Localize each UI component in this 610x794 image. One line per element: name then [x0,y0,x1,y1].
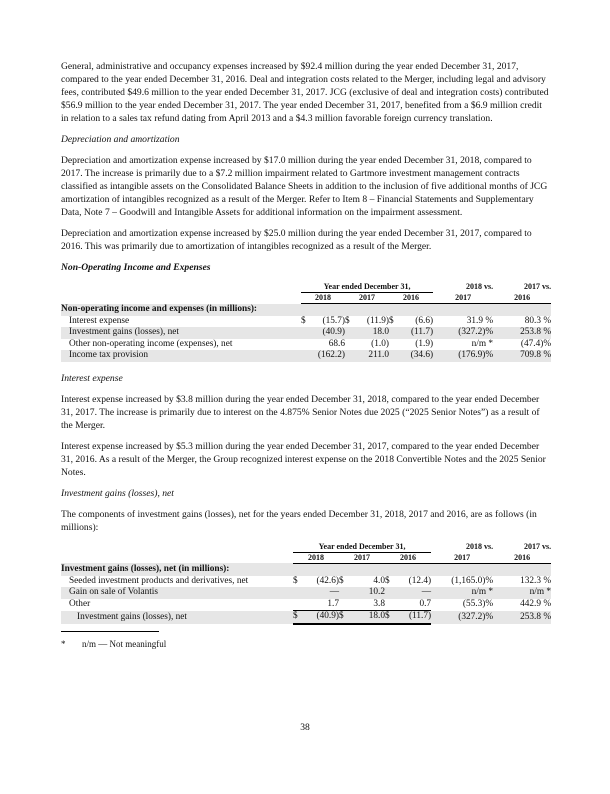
total-2016: (11.7) [395,611,431,624]
value-2018: (15.7) [322,315,345,326]
change-header-1-year: 2017 [433,293,493,304]
value-2017: (11.9) [366,315,389,326]
row-label: Seeded investment products and derivatives, net [69,575,249,586]
heading-interest-expense: Interest expense [61,372,123,384]
table-row [61,576,551,588]
year-2016-header: 2016 [385,552,431,563]
row-label: Gain on sale of Volantis [61,587,293,599]
dollar-sign: $ [301,315,306,326]
footnote-mark: * [61,638,66,649]
value-2016: (12.4) [408,575,432,586]
non-operating-table [61,282,551,362]
total-2017: 18.0 [349,611,385,624]
table-row [61,327,551,339]
row-label: Investment gains (losses), net [61,327,301,339]
change-2018-vs-2017: n/m * [471,338,494,349]
dollar-sign: $ [293,575,298,586]
change-2018-vs-2017: (55.3)% [462,599,494,609]
value-2016: (6.6) [415,315,434,326]
value-2016: (34.6) [399,350,433,362]
change-2018-vs-2017: (327.2)% [433,327,493,339]
value-2018: — [303,587,339,599]
paragraph-depreciation-2018: Depreciation and amortization expense increased by $17.0 million during the year ended December 31, 2018, compared to 2017. The increase is primarily due to a $7.2 million impairment related to Gartmore investment management contracts classified as intangible assets on the Consolidated Balance Sheets in addition to the inclusion of five additional months of JCG amortization of intangibles recognized as a result of the Merger. Refer to Item 8 – Financial Statements and Supplementary Data, Note 7 – Goodwill and Intangible Assets for additional information on the impairment assessment. [61,155,548,218]
change-2018-vs-2017: (1,165.0)% [451,575,494,586]
change-header-2-year: 2016 [493,552,551,563]
table-row [61,599,551,611]
dollar-sign: $ [389,315,394,326]
change-header-1-year: 2017 [431,552,493,563]
table-section-row [61,563,551,575]
paragraph-interest-2018: Interest expense increased by $3.8 million during the year ended December 31, 2018, compared to the year ended December 31, 2017. The increase is primarily due to interest on the 4.875% Senior Notes due 2025 (“2025 Senior Notes”) as a result of the Merger. [61,393,540,431]
table-header-row [61,542,551,553]
value-2016: 0.7 [419,598,432,609]
change-header-1: 2018 vs. [465,282,494,292]
footnote-divider [61,631,159,632]
heading-investment-gains: Investment gains (losses), net [61,487,174,499]
change-header-1: 2018 vs. [465,542,494,552]
value-2016: — [395,587,431,599]
value-2017: 211.0 [355,350,389,362]
total-change-2017-vs-2016: 253.8 % [493,611,551,624]
table-row [61,339,551,351]
value-2018: (42.6) [316,575,339,586]
table-row [61,316,551,328]
table-row [61,587,551,599]
footnote [61,638,551,651]
value-2017: 4.0 [373,575,385,586]
row-label: Other non-operating income (expenses), net [69,338,233,349]
year-2018-header: 2018 [293,552,339,563]
table-row [61,350,551,362]
change-2017-vs-2016: (47.4)% [520,338,552,349]
value-2016: (11.7) [399,327,433,339]
section-label: Non-operating income and expenses (in millions): [61,304,551,316]
document-page [61,60,551,651]
value-2018: (162.2) [311,350,345,362]
table-subheader-row [61,293,551,304]
change-2017-vs-2016: 132.3 % [520,575,552,586]
table-total-row [61,611,551,624]
row-label: Interest expense [69,315,130,326]
value-2016: (1.9) [415,338,434,349]
change-2018-vs-2017: (176.9)% [433,350,493,362]
section-label: Investment gains (losses), net (in millions): [61,563,551,575]
row-label: Other [69,599,91,609]
change-2017-vs-2016: 80.3 % [524,315,552,326]
year-2017-header: 2017 [345,293,389,304]
value-2018: 68.6 [328,338,345,349]
page-number: 38 [300,722,310,733]
dollar-sign: $ [385,611,395,624]
dollar-sign: $ [339,611,349,624]
value-2017: 3.8 [373,598,385,609]
investment-gains-table [61,542,551,625]
year-group-header: Year ended December 31, [293,542,431,553]
year-2018-header: 2018 [301,293,345,304]
dollar-sign: $ [385,575,390,586]
total-2018: (40.9) [303,611,339,624]
change-2017-vs-2016: 709.8 % [493,350,551,362]
change-2017-vs-2016: n/m * [493,587,551,599]
paragraph-gao-expenses: General, administrative and occupancy expenses increased by $92.4 million during the year ended December 31, 2017, compared to the year ended December 31, 2016. Deal and integration costs related to the Merger, including legal and advisory fees, contributed $49.6 million to the year ended December 31, 2017. JCG (exclusive of deal and integration costs) contributed $56.9 million to the year ended December 31, 2017. The year ended December 31, 2017, benefited from a $6.9 million credit in relation to a sales tax refund dating from April 2013 and a $4.3 million favorable foreign currency translation. [61,61,549,124]
value-2017: (1.0) [371,338,389,349]
heading-non-operating: Non-Operating Income and Expenses [61,262,211,273]
change-header-2: 2017 vs. [523,542,552,552]
change-header-2: 2017 vs. [523,282,552,292]
change-2017-vs-2016: 442.9 % [520,599,552,609]
value-2017: 18.0 [355,327,389,339]
value-2018: (40.9) [311,327,345,339]
dollar-sign: $ [339,575,344,586]
paragraph-depreciation-2017: Depreciation and amortization expense increased by $25.0 million during the year ended December 31, 2017, compared to 2016. This was primarily due to amortization of intangibles recognized as a result of the Merger. [61,228,532,252]
dollar-sign: $ [293,611,303,624]
row-label: Income tax provision [61,350,301,362]
paragraph-investment-components: The components of investment gains (losses), net for the years ended December 31, 2018, 2017 and 2016, are as follows (in millions): [61,508,537,533]
value-2018: 1.7 [327,598,339,609]
total-label: Investment gains (losses), net [61,611,293,624]
change-2018-vs-2017: n/m * [431,587,493,599]
paragraph-interest-2017: Interest expense increased by $5.3 million during the year ended December 31, 2017, compared to the year ended December 31, 2016. As a result of the Merger, the Group recognized interest expense on the 2018 Convertible Notes and the 2025 Senior Notes. [61,440,546,478]
change-header-2-year: 2016 [493,293,551,304]
year-group-header: Year ended December 31, [301,282,433,293]
table-subheader-row [61,552,551,563]
change-2017-vs-2016: 253.8 % [493,327,551,339]
total-change-2018-vs-2017: (327.2)% [431,611,493,624]
dollar-sign: $ [345,315,350,326]
table-header-row [61,282,551,293]
value-2017: 10.2 [349,587,385,599]
change-2018-vs-2017: 31.9 % [466,315,494,326]
year-2017-header: 2017 [339,552,385,563]
footnote-text: n/m — Not meaningful [82,638,167,649]
table-section-row [61,304,551,316]
heading-depreciation: Depreciation and amortization [61,134,180,145]
year-2016-header: 2016 [389,293,433,304]
